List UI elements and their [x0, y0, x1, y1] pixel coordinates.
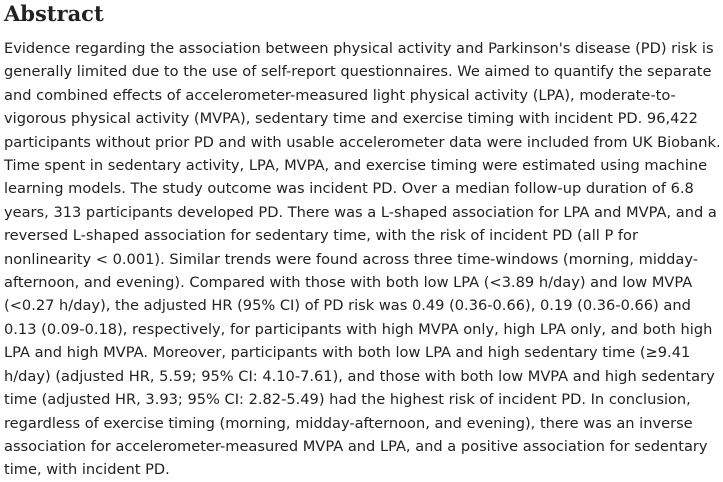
- abstract-section: [4, 0, 721, 482]
- abstract-heading: Abstract: [4, 1, 104, 26]
- abstract-body-text: Evidence regarding the association between physical activity and Parkinson's disease (PD) risk is generally limited due to the use of self-report questionnaires. We aimed to quantify the separate and combined effects of accelerometer-measured light physical activity (LPA), moderate-to-vigorous physical activity (MVPA), sedentary time and exercise timing with incident PD. 96,422 participants without prior PD and with usable accelerometer data were included from UK Biobank. Time spent in sedentary activity, LPA, MVPA, and exercise timing were estimated using machine learning models. The study outcome was incident PD. Over a median follow-up duration of 6.8 years, 313 participants developed PD. There was a L-shaped association for LPA and MVPA, and a reversed L-shaped association for sedentary time, with the risk of incident PD (all P for nonlinearity < 0.001). Similar trends were found across three time-windows (morning, midday-afternoon, and evening). Compared with those with both low LPA (<3.89 h/day) and low MVPA (<0.27 h/day), the adjusted HR (95% CI) of PD risk was 0.49 (0.36-0.66), 0.19 (0.36-0.66) and 0.13 (0.09-0.18), respectively, for participants with high MVPA only, high LPA only, and both high LPA and high MVPA. Moreover, participants with both low LPA and high sedentary time (≥9.41 h/day) (adjusted HR, 5.59; 95% CI: 4.10-7.61), and those with both low MVPA and high sedentary time (adjusted HR, 3.93; 95% CI: 2.82-5.49) had the highest risk of incident PD. In conclusion, regardless of exercise timing (morning, midday-afternoon, and evening), there was an inverse association for accelerometer-measured MVPA and LPA, and a positive association for sedentary time, with incident PD.: [4, 40, 721, 479]
